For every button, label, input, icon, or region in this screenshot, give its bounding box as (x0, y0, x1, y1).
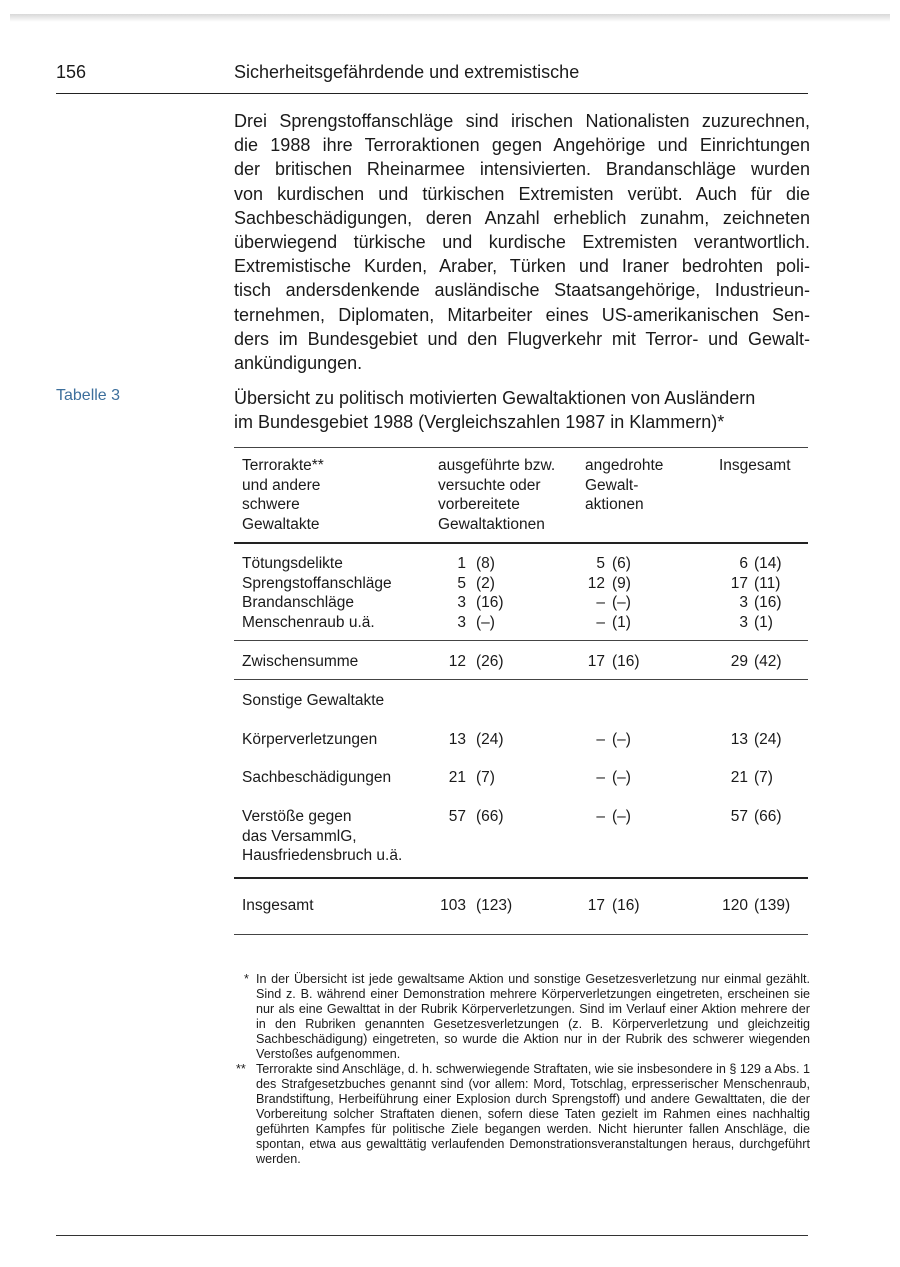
column-header: Gewaltaktionen (438, 515, 545, 533)
value-1987-total: (16) (754, 594, 782, 611)
column-header: versuchte oder (438, 476, 541, 494)
body-line: ders im Bundesgebiet und den Flugverkehr mit Terror- und Gewalt- (234, 328, 810, 349)
value-1988-total: 6 (739, 555, 748, 572)
footer-rule (56, 1235, 808, 1236)
value-1987-executed: (7) (476, 769, 495, 786)
column-header: Gewalt- (585, 476, 639, 494)
value-1988-total: 3 (739, 594, 748, 611)
row-label: Sprengstoffanschläge (242, 574, 392, 592)
value-1988-executed: 3 (457, 594, 466, 611)
subtotal-rule (234, 679, 808, 680)
footnote-mark: * (244, 972, 249, 986)
value-1987-total: (139) (754, 897, 791, 914)
caption-line: im Bundesgebiet 1988 (Vergleichszahlen 1987 in Klammern)* (234, 412, 725, 432)
caption-line: Übersicht zu politisch motivierten Gewaltaktionen von Ausländern (234, 388, 756, 408)
row-label: Sachbeschädigungen (242, 769, 392, 786)
page-number: 156 (56, 62, 87, 82)
value-1987-threatened: (–) (612, 731, 631, 748)
value-1988-executed: 103 (440, 897, 466, 914)
footnotes (236, 972, 810, 1167)
row-label: Körperverletzungen (242, 731, 378, 748)
value-1988-threatened: 17 (587, 897, 605, 914)
scan-edge-shadow (10, 14, 890, 22)
value-1987-threatened: (9) (612, 574, 631, 592)
column-header: Gewaltakte (242, 515, 320, 533)
value-1987-executed: (16) (476, 594, 504, 611)
value-1988-executed: 57 (448, 808, 466, 825)
value-1988-threatened: – (596, 731, 605, 748)
value-1987-total: (42) (754, 653, 782, 670)
column-header: angedrohte (585, 457, 664, 474)
body-line: Drei Sprengstoffanschläge sind irischen Nationalisten zuzurechnen, (234, 111, 810, 131)
column-header: und andere (242, 476, 321, 494)
value-1987-executed: (2) (476, 574, 495, 592)
value-1987-threatened: (16) (612, 653, 640, 670)
value-1988-executed: 3 (457, 613, 466, 631)
value-1988-executed: 13 (448, 731, 466, 748)
footnote-text: In der Übersicht ist jede gewaltsame Aktion und sonstige Gesetzesverletzung nur einmal gezählt. Sind z. B. während einer Demonstration mehrere Körperverletzungen eingetreten, erscheinen sie nur als eine Gewalttat in der Rubrik Körperverletzungen. Sind im Verlauf einer Aktion mehrere der in den Rubriken genannten Gesetzesverletzungen (z. B. Körperverletzung und gleichzeitig Sachbeschädigung) eingetreten, so wurde die Aktion nur in der Rubrik des schwerer wiegenden Verstoßes aufgenommen. (256, 972, 810, 1061)
column-header: Insgesamt (719, 457, 791, 474)
value-1988-threatened: 5 (596, 555, 605, 572)
group-rule (234, 640, 808, 641)
table-label: Tabelle 3 (56, 387, 121, 404)
value-1988-executed: 1 (457, 555, 466, 572)
body-line: von kurdischen und türkischen Extremisten verübt. Auch für die (234, 183, 810, 204)
value-1987-threatened: (–) (612, 594, 631, 611)
row-label: das VersammlG, (242, 827, 357, 845)
value-1988-total: 13 (730, 731, 748, 748)
table-top-rule (234, 447, 808, 448)
value-1988-total: 120 (722, 897, 748, 914)
value-1987-threatened: (1) (612, 613, 631, 631)
value-1987-total: (7) (754, 769, 773, 786)
value-1988-threatened: – (596, 594, 605, 611)
body-line: ternehmen, Diplomaten, Mitarbeiter eines US-amerikanischen Sen- (234, 304, 810, 325)
row-label: Hausfriedensbruch u.ä. (242, 847, 403, 864)
value-1988-threatened: 12 (587, 574, 605, 592)
table-bottom-rule (234, 934, 808, 935)
value-1987-total: (24) (754, 731, 782, 748)
column-header: ausgeführte bzw. (438, 457, 556, 474)
row-label: Tötungsdelikte (242, 555, 343, 572)
value-1987-total: (66) (754, 808, 782, 825)
header-rule (56, 93, 808, 94)
value-1987-threatened: (6) (612, 555, 631, 572)
value-1988-executed: 5 (457, 574, 466, 592)
column-header: Terrorakte** (242, 457, 324, 474)
row-label: Menschenraub u.ä. (242, 613, 375, 631)
column-header: vorbereitete (438, 496, 520, 513)
value-1988-threatened: – (596, 808, 605, 825)
body-line: überwiegend türkische und kurdische Extremisten verantwortlich. (234, 232, 810, 253)
value-1987-total: (1) (754, 613, 773, 631)
value-1988-total: 3 (739, 613, 748, 631)
section-label: Sonstige Gewaltakte (242, 692, 385, 709)
value-1987-threatened: (16) (612, 897, 640, 914)
value-1987-threatened: (–) (612, 808, 631, 825)
body-paragraph (234, 109, 810, 375)
value-1987-total: (11) (754, 574, 781, 592)
footnote (240, 972, 810, 1062)
header-bottom-rule (234, 542, 808, 544)
row-label: Brandanschläge (242, 594, 355, 611)
value-1988-total: 29 (730, 653, 748, 670)
value-1988-total: 57 (730, 808, 748, 825)
value-1988-threatened: 17 (587, 653, 605, 670)
value-1987-executed: (8) (476, 555, 495, 572)
footnote (236, 1062, 810, 1167)
value-1988-executed: 21 (448, 769, 466, 786)
row-label: Zwischensumme (242, 653, 359, 670)
body-line: ankündigungen. (234, 353, 363, 374)
body-line: tisch andersdenkende ausländische Staatsangehörige, Industrieun- (234, 280, 810, 301)
value-1987-total: (14) (754, 555, 782, 572)
value-1988-threatened: – (596, 613, 605, 631)
value-1987-executed: (66) (476, 808, 504, 825)
table-caption (234, 386, 814, 434)
body-line: Sachbeschädigungen, deren Anzahl erheblich zunahm, zeichneten (234, 207, 810, 228)
column-header: aktionen (585, 496, 644, 513)
value-1987-executed: (24) (476, 731, 504, 748)
running-title: Sicherheitsgefährdende und extremistische (234, 62, 580, 82)
value-1987-executed: (26) (476, 653, 504, 670)
column-header: schwere (242, 496, 300, 513)
total-top-rule (234, 877, 808, 879)
body-line: der britischen Rheinarmee intensivierten. Brandanschläge wurden (234, 159, 810, 180)
value-1988-total: 17 (730, 574, 748, 592)
value-1988-executed: 12 (448, 653, 466, 670)
row-label: Insgesamt (242, 897, 314, 914)
value-1988-threatened: – (596, 769, 605, 786)
footnote-text: Terrorakte sind Anschläge, d. h. schwerwiegende Straftaten, wie sie insbesondere in § 129 a Abs. 1 des Strafgesetzbuches genannt sind (vor allem: Mord, Totschlag, erpresserischer Menschenraub, Brandstiftung, Herbeiführung einer Explosion durch Sprengstoff) und andere Gewalttaten, die der Vorbereitung solcher Straftaten dienen, sofern diese Taten gezielt im Rahmen eines nachhaltig geführten Kampfes für politische Ziele begangen werden. Nicht hierunter fallen Anschläge, die spontan, etwa aus gewalttätig verlaufenden Demonstrationsveranstaltungen heraus, durchgeführt werden. (256, 1062, 810, 1166)
value-1987-threatened: (–) (612, 769, 631, 786)
value-1988-total: 21 (730, 769, 748, 786)
row-label: Verstöße gegen (242, 808, 352, 825)
value-1987-executed: (–) (476, 613, 495, 631)
body-line: Extremistische Kurden, Araber, Türken und Iraner bedrohten poli- (234, 256, 810, 277)
body-line: die 1988 ihre Terroraktionen gegen Angehörige und Einrichtungen (234, 135, 810, 156)
footnote-mark: ** (236, 1062, 246, 1076)
value-1987-executed: (123) (476, 897, 513, 914)
